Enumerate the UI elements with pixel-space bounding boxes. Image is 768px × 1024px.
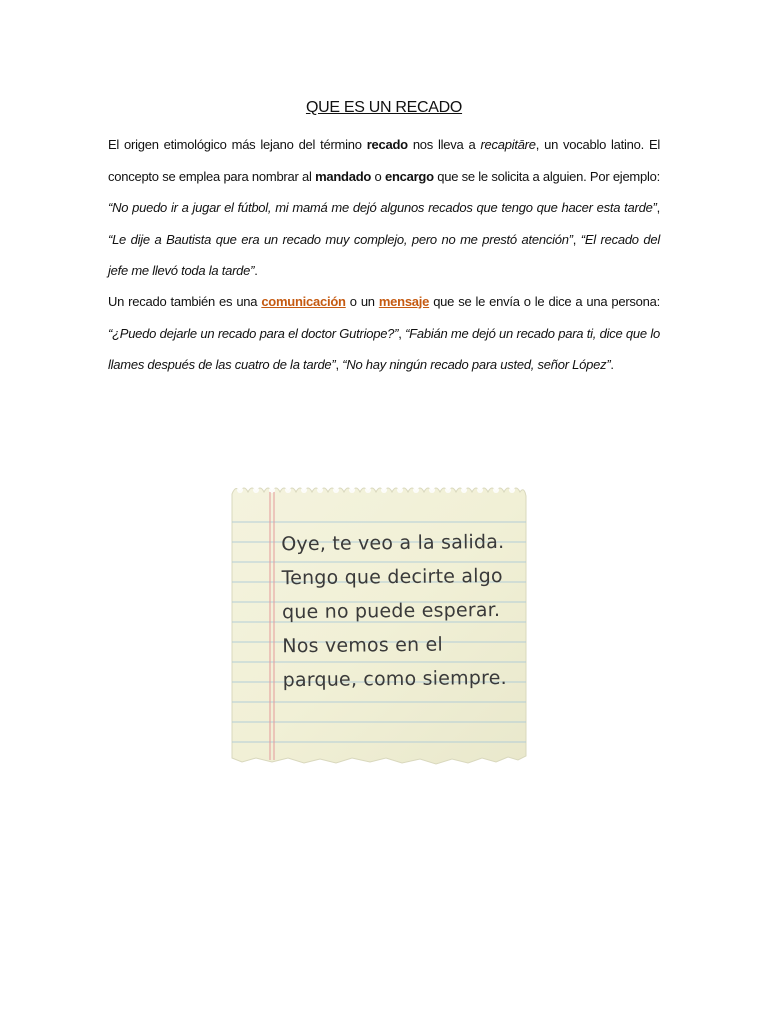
text-span: .	[254, 263, 258, 278]
example-quote: “¿Puedo dejarle un recado para el doctor Gutriope?”	[108, 325, 399, 341]
text-span: .	[610, 357, 614, 372]
example-quote: “El recado del jefe me llevó toda la tarde”	[108, 231, 661, 278]
note-line: parque, como siempre.	[282, 666, 507, 692]
link-mensaje[interactable]: mensaje	[378, 294, 430, 309]
paragraph-1	[108, 129, 660, 287]
note-paper-image	[230, 478, 528, 770]
bold-term-recado: recado	[366, 137, 408, 152]
handwritten-note	[281, 525, 523, 698]
text-span: ,	[656, 200, 660, 215]
text-span: Un recado también es una	[108, 294, 262, 309]
note-line: Tengo que decirte algo	[281, 564, 503, 590]
text-span: , un vocablo latino. El concepto se emplea para nombrar al	[108, 137, 661, 184]
italic-term-recapitare: recapitāre	[480, 137, 536, 152]
paragraph-2	[108, 286, 660, 381]
note-line: Nos vemos en el	[282, 633, 444, 658]
text-span: o un	[345, 294, 379, 309]
text-span: ,	[572, 231, 581, 247]
document-title: QUE ES UN RECADO	[305, 99, 463, 116]
bold-term-encargo: encargo	[384, 168, 434, 184]
example-quote: “Fabián me dejó un recado para ti, dice que lo llames después de las cuatro de la tarde”	[108, 325, 660, 372]
text-span: El origen etimológico más lejano del término	[108, 137, 367, 152]
text-span: que se le envía o le dice a una persona:	[429, 294, 660, 309]
example-quote: “Le dije a Bautista que era un recado muy complejo, pero no me prestó atención”	[108, 231, 573, 247]
text-span: o	[371, 168, 385, 184]
text-span: que se le solicita a alguien. Por ejemplo:	[433, 168, 660, 184]
text-span: ,	[398, 325, 406, 341]
bold-term-mandado: mandado	[315, 168, 372, 184]
note-line: que no puede esperar.	[281, 598, 501, 624]
text-span: nos lleva a	[407, 137, 481, 152]
example-quote: “No puedo ir a jugar el fútbol, mi mamá me dejó algunos recados que tengo que hacer esta tarde”	[108, 200, 657, 215]
example-quote: “No hay ningún recado para usted, señor López”	[342, 357, 611, 372]
text-span: ,	[335, 357, 343, 372]
note-line: Oye, te veo a la salida.	[281, 530, 505, 556]
link-comunicacion[interactable]: comunicación	[261, 294, 346, 309]
